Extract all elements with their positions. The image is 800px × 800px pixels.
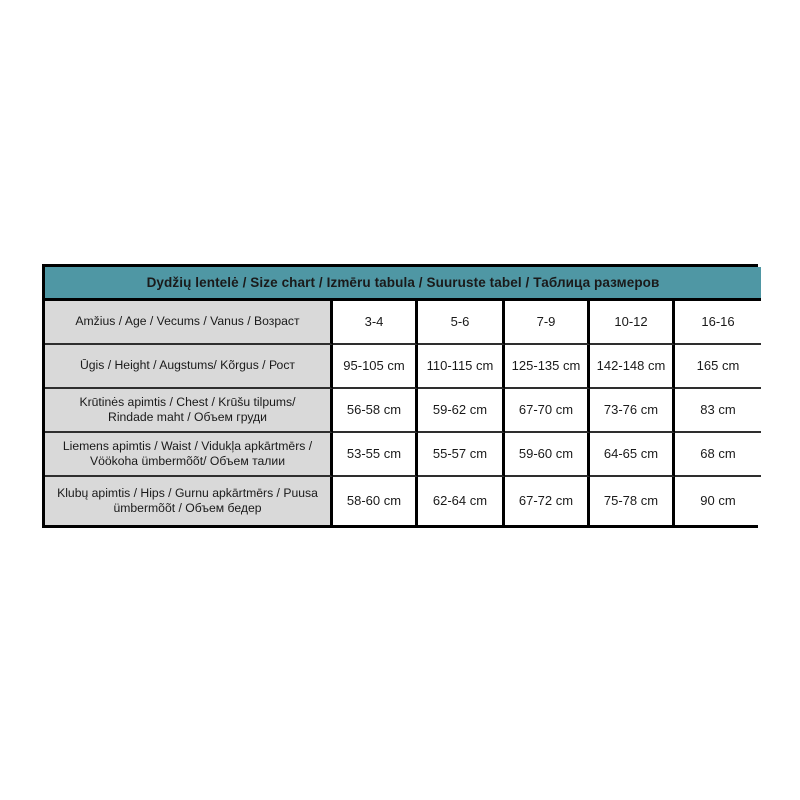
waist-value-size5: 68 cm xyxy=(675,433,761,477)
chest-value-size1: 56-58 cm xyxy=(333,389,418,433)
hips-value-size5: 90 cm xyxy=(675,477,761,525)
height-value-size3: 125-135 cm xyxy=(505,345,590,389)
height-value-size1: 95-105 cm xyxy=(333,345,418,389)
chest-value-size2: 59-62 cm xyxy=(418,389,505,433)
row-label-chest: Krūtinės apimtis / Chest / Krūšu tilpums/ Rindade maht / Объем груди xyxy=(45,389,333,433)
waist-value-size3: 59-60 cm xyxy=(505,433,590,477)
waist-value-size4: 64-65 cm xyxy=(590,433,675,477)
age-value-size1: 3-4 xyxy=(333,301,418,345)
waist-value-size2: 55-57 cm xyxy=(418,433,505,477)
size-chart-title: Dydžių lentelė / Size chart / Izmēru tabula / Suuruste tabel / Таблица размеров xyxy=(45,267,761,301)
age-value-size5: 16-16 xyxy=(675,301,761,345)
row-label-hips: Klubų apimtis / Hips / Gurnu apkārtmērs / Puusa ümbermõõt / Объем бедер xyxy=(45,477,333,525)
age-value-size2: 5-6 xyxy=(418,301,505,345)
hips-value-size1: 58-60 cm xyxy=(333,477,418,525)
chest-value-size3: 67-70 cm xyxy=(505,389,590,433)
row-label-waist: Liemens apimtis / Waist / Vidukļa apkārtmērs / Vöökoha ümbermõõt/ Объем талии xyxy=(45,433,333,477)
hips-value-size2: 62-64 cm xyxy=(418,477,505,525)
row-label-height: Ūgis / Height / Augstums/ Kõrgus / Рост xyxy=(45,345,333,389)
hips-value-size4: 75-78 cm xyxy=(590,477,675,525)
row-label-age: Amžius / Age / Vecums / Vanus / Возраст xyxy=(45,301,333,345)
height-value-size4: 142-148 cm xyxy=(590,345,675,389)
age-value-size3: 7-9 xyxy=(505,301,590,345)
age-value-size4: 10-12 xyxy=(590,301,675,345)
chest-value-size5: 83 cm xyxy=(675,389,761,433)
chest-value-size4: 73-76 cm xyxy=(590,389,675,433)
height-value-size5: 165 cm xyxy=(675,345,761,389)
waist-value-size1: 53-55 cm xyxy=(333,433,418,477)
size-chart-table xyxy=(42,264,758,528)
height-value-size2: 110-115 cm xyxy=(418,345,505,389)
hips-value-size3: 67-72 cm xyxy=(505,477,590,525)
